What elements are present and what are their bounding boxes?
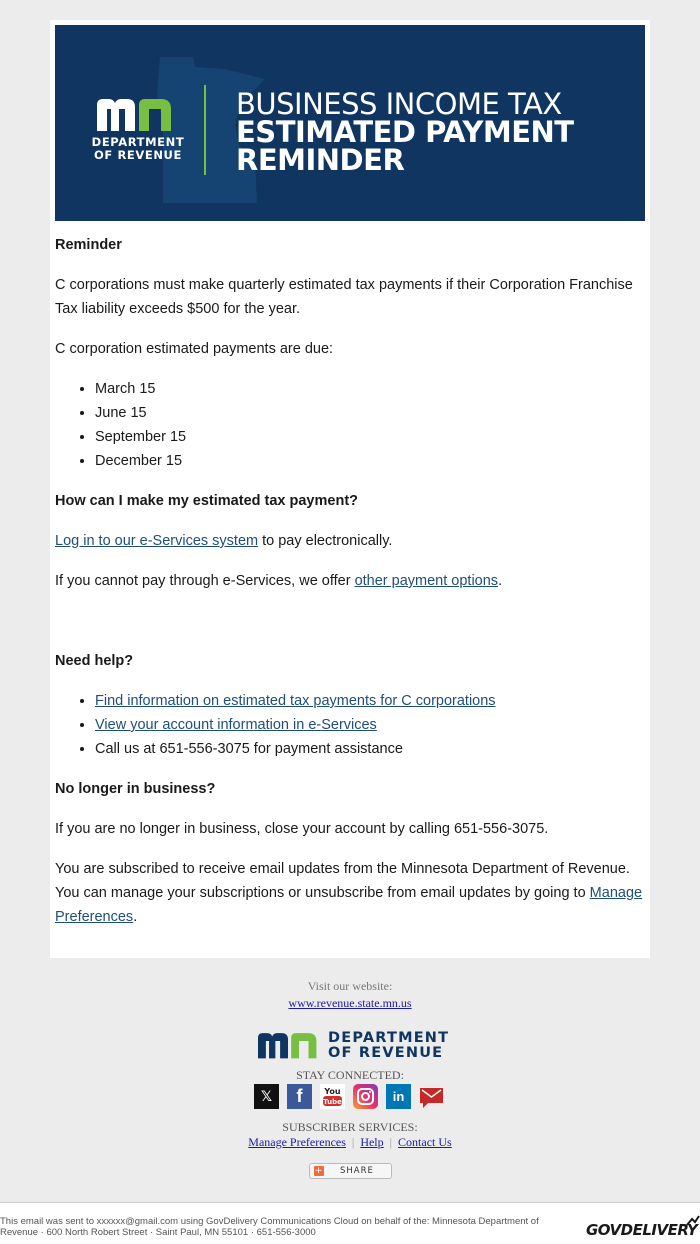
separator: | [351,1135,355,1149]
banner-title-line-2: ESTIMATED PAYMENT [236,115,574,149]
email-body [55,233,647,945]
list-item: • September 15 [95,425,647,449]
logo-line-1: DEPARTMENT [91,135,185,149]
para-subscription [55,857,647,929]
banner-divider [204,85,206,175]
banner-title-line-3: REMINDER [236,143,405,177]
login-suffix: to pay electronically. [258,533,393,549]
visit-label: Visit our website: [307,979,393,993]
heading-how-to-pay: How can I make my estimated tax payment? [55,493,358,509]
legal-text: This email was sent to xxxxxx@gmail.com using GovDelivery Communications Cloud on behalf of the: Minnesota Department of Revenue · 600 North Robert Street · Saint Paul, MN 55101 · 651-556-3000 [0,1216,539,1238]
x-icon[interactable]: 𝕏 [254,1084,279,1109]
subscriber-links [0,1135,700,1150]
manage-preferences-footer-link[interactable]: Manage Preferences [248,1135,346,1149]
help-list [95,689,647,761]
heading-need-help: Need help? [55,653,134,669]
subscriber-services-label: SUBSCRIBER SERVICES: [282,1120,418,1134]
footer-dept-line-1: DEPARTMENT [328,1030,450,1046]
separator: | [389,1135,393,1149]
other-suffix: . [498,573,503,589]
youtube-icon[interactable] [320,1084,345,1109]
stay-connected-label: STAY CONNECTED: [296,1068,404,1082]
footer-department-text [328,1031,449,1061]
logo-department-text [88,136,188,162]
govdelivery-logo [586,1221,697,1239]
eservices-login-link[interactable]: Log in to our e-Services system [55,533,259,549]
email-icon[interactable] [419,1084,444,1109]
heading-reminder: Reminder [55,237,122,253]
svg-text:Tube: Tube [323,1098,342,1106]
svg-text:You: You [324,1087,341,1096]
list-item: • June 15 [95,401,647,425]
instagram-icon[interactable] [353,1084,378,1109]
view-account-link[interactable]: View your account information in e-Services [95,717,377,733]
share-label: SHARE [340,1166,374,1176]
spacer [55,609,647,649]
banner-title-line-1: BUSINESS INCOME TAX [236,87,562,121]
other-payment-options-link[interactable]: other payment options [354,573,499,589]
list-item [95,689,647,713]
mn-logo-icon [95,95,175,133]
para-other-options [55,569,647,593]
heading-no-longer-in-business: No longer in business? [55,781,216,797]
other-prefix: If you cannot pay through e-Services, we offer [55,573,355,589]
govdelivery-swoosh-icon [686,1215,700,1227]
para-requirement: C corporations must make quarterly estimated tax payments if their Corporation Franchise Tax liability exceeds $500 for the year. [55,277,633,317]
bottom-bar [0,1202,700,1244]
email-card [50,20,650,958]
social-icons [254,1084,444,1109]
plus-icon: + [314,1166,324,1176]
footer-dept-line-2: OF REVENUE [328,1045,444,1061]
list-item: • March 15 [95,377,647,401]
estimated-payments-info-link[interactable]: Find information on estimated tax payments for C corporations [95,693,496,709]
share-button[interactable] [309,1163,392,1179]
footer [0,978,700,1176]
subscribe-suffix: . [133,909,138,925]
help-link[interactable]: Help [360,1135,384,1149]
mn-logo-icon [254,1030,322,1060]
para-due-intro: C corporation estimated payments are due: [55,341,334,357]
due-dates-list [95,377,647,473]
para-login [55,529,647,553]
govdelivery-brand: GOVDELIVERY [586,1221,698,1239]
para-closed: If you are no longer in business, close your account by calling 651-556-3075. [55,821,549,837]
facebook-icon[interactable]: f [287,1084,312,1109]
list-item: • December 15 [95,449,647,473]
logo-line-2: OF REVENUE [94,148,182,162]
list-item [95,713,647,737]
manage-preferences-link[interactable]: Manage Preferences [55,885,643,925]
website-link[interactable]: www.revenue.state.mn.us [288,996,412,1010]
header-banner [55,25,645,221]
contact-us-link[interactable]: Contact Us [398,1135,452,1149]
linkedin-icon[interactable]: in [386,1084,411,1109]
subscribe-prefix: You are subscribed to receive email updates from the Minnesota Department of Revenue. You can manage your subscriptions or unsubscribe from email updates by going to [55,861,630,901]
list-item: • Call us at 651-556-3075 for payment assistance [95,737,647,761]
